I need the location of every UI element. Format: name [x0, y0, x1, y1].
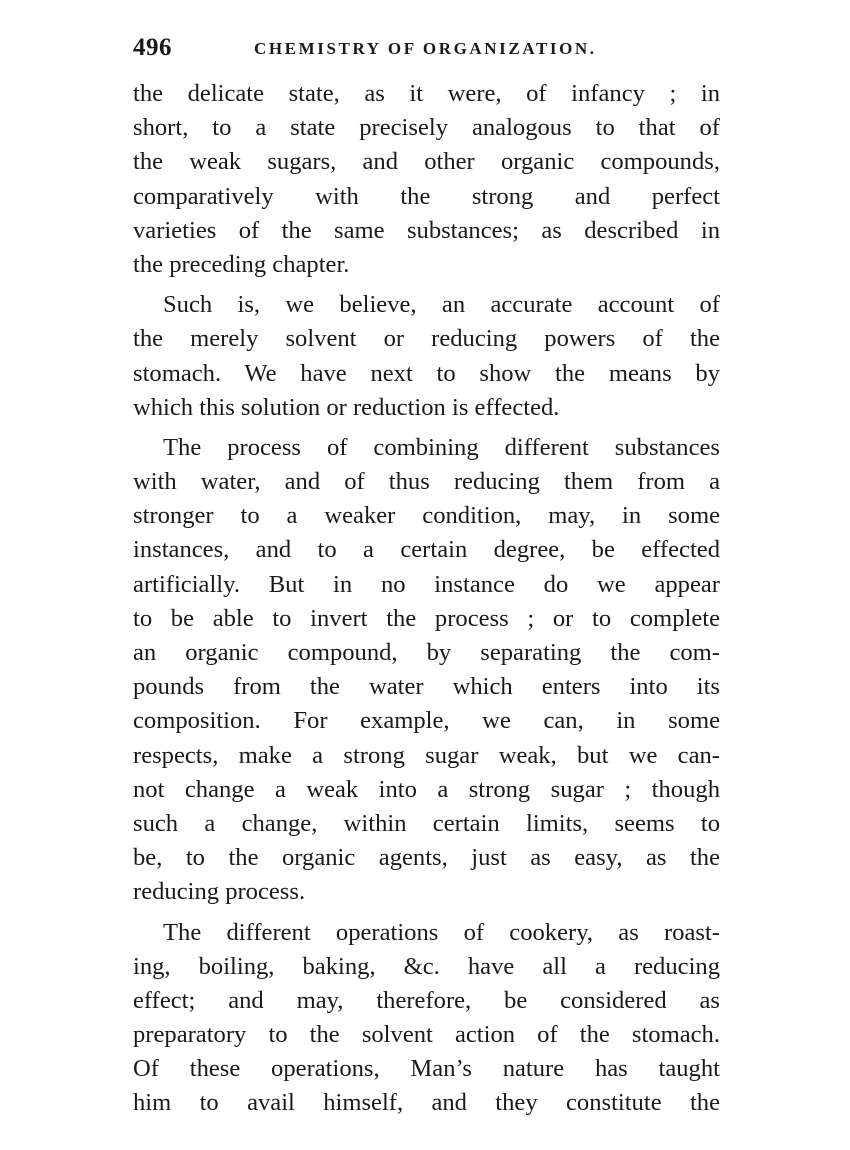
text-line: varieties of the same substances; as described in — [133, 216, 720, 244]
paragraph — [133, 77, 720, 282]
text-line: be, to the organic agents, just as easy, as the — [133, 844, 720, 872]
text-line: not change a weak into a strong sugar ; though — [133, 775, 720, 803]
book-page — [133, 28, 720, 1127]
text-line: composition. For example, we can, in some — [133, 707, 720, 735]
text-line: stomach. We have next to show the means by — [133, 359, 720, 387]
text-line: artificially. But in no instance do we appear — [133, 570, 720, 598]
text-line: The different operations of cookery, as roast- — [163, 918, 720, 946]
text-line: the delicate state, as it were, of infancy ; in — [133, 80, 720, 107]
text-line: with water, and of thus reducing them from a — [133, 468, 720, 496]
running-head — [133, 28, 720, 68]
text-line: The process of combining different substances — [163, 433, 720, 461]
paragraph — [133, 431, 720, 910]
text-line: stronger to a weaker condition, may, in some — [133, 502, 720, 530]
text-line: ing, boiling, baking, &c. have all a reducing — [133, 952, 720, 980]
text-line: respects, make a strong sugar weak, but we can- — [133, 741, 720, 769]
text-line: preparatory to the solvent action of the stomach. — [133, 1021, 720, 1049]
text-line: him to avail himself, and they constitute the — [133, 1089, 720, 1117]
text-line: which this solution or reduction is effected. — [133, 393, 560, 421]
text-line: Of these operations, Man’s nature has taught — [133, 1055, 720, 1083]
body-text — [133, 77, 720, 1121]
text-line: Such is, we believe, an accurate account of — [163, 291, 720, 319]
text-line: such a change, within certain limits, seems to — [133, 809, 720, 837]
text-line: the preceding chapter. — [133, 250, 350, 278]
text-line: reducing process. — [133, 878, 306, 906]
text-line: the merely solvent or reducing powers of the — [133, 325, 720, 353]
text-line: the weak sugars, and other organic compounds, — [133, 148, 720, 176]
text-line: instances, and to a certain degree, be effected — [133, 536, 720, 564]
paragraph — [133, 916, 720, 1121]
page-number: 496 — [133, 34, 172, 61]
text-line: pounds from the water which enters into its — [133, 673, 720, 701]
text-line: short, to a state precisely analogous to that of — [133, 114, 720, 142]
paragraph — [133, 288, 720, 425]
text-line: effect; and may, therefore, be considered as — [133, 986, 720, 1014]
text-line: comparatively with the strong and perfect — [133, 182, 720, 210]
running-title: CHEMISTRY OF ORGANIZATION. — [254, 39, 597, 58]
text-line: to be able to invert the process ; or to complete — [133, 604, 720, 632]
text-line: an organic compound, by separating the com- — [133, 639, 720, 666]
